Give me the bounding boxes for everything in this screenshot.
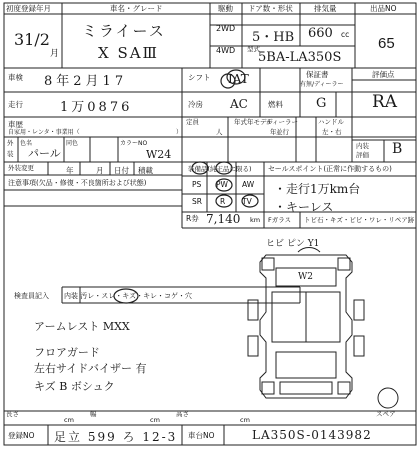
note-label: 注意事項(欠品・修復・不良箇所および状態) bbox=[8, 179, 147, 187]
year-model-label: 年式年モデル bbox=[234, 118, 273, 126]
drive-2wd: 2WD bbox=[216, 24, 236, 33]
height-unit: cm bbox=[240, 416, 250, 424]
sales-line-1: ・走行1万km台 bbox=[274, 182, 361, 196]
lot-no-value: 65 bbox=[378, 35, 395, 52]
drive-label: 駆動 bbox=[218, 4, 233, 13]
first-reg-value: 31/2 bbox=[14, 30, 50, 49]
reg-no-value: 足立 599 ろ 12-3 bbox=[54, 430, 178, 444]
interior-label: 内装 bbox=[356, 142, 369, 150]
history-close: ） bbox=[176, 129, 183, 136]
displacement-unit: cc bbox=[341, 30, 350, 39]
shift-label: シフト bbox=[188, 73, 211, 82]
door-value: 5・HB bbox=[252, 30, 295, 45]
note-line-3: 左右サイドバイザー 有 bbox=[34, 362, 147, 375]
shaken-label: 車検 bbox=[8, 73, 23, 82]
ext-sub: 装 bbox=[7, 150, 14, 158]
first-reg-label: 初度登録年月 bbox=[6, 4, 51, 13]
shaken-value: 8年2月17 bbox=[44, 74, 128, 89]
equip-sr: SR bbox=[192, 197, 202, 206]
inspector-label: 検査員記入 bbox=[14, 292, 49, 300]
spare-label: スペア bbox=[376, 410, 396, 418]
interior-score-value: B bbox=[392, 141, 403, 157]
height-label: 高さ bbox=[176, 410, 189, 418]
equip-label: 装備品(純正品に限る) bbox=[188, 165, 252, 173]
diagram-w2: W2 bbox=[298, 272, 313, 282]
shift-value: IAT bbox=[228, 72, 249, 86]
interior-sub: 評価 bbox=[356, 151, 369, 159]
r-ken-unit: km bbox=[250, 216, 261, 224]
width-unit: cm bbox=[150, 416, 160, 424]
color-label: 色名 bbox=[20, 140, 33, 147]
displacement-value: 660 bbox=[308, 26, 333, 41]
color-change-date: 日付 bbox=[114, 166, 129, 175]
aircon-value: AC bbox=[230, 97, 248, 111]
warranty-label: 保証書 bbox=[306, 70, 329, 79]
frame-no-value: LA350S-0143982 bbox=[252, 428, 372, 442]
model-code-value: 5BA-LA350S bbox=[258, 50, 342, 65]
score-value: RA bbox=[372, 92, 398, 112]
handle-label: ハンドル bbox=[318, 118, 344, 126]
equip-r: R bbox=[220, 197, 226, 206]
note-line-4: キズ B ボシュク bbox=[34, 380, 115, 393]
r-ken-value: 7,140 bbox=[206, 212, 241, 226]
equip-ps: PS bbox=[192, 180, 202, 189]
year-unit: 年 bbox=[270, 128, 277, 136]
capacity-label: 定員 bbox=[186, 118, 199, 126]
color-no-label: カラーNO bbox=[120, 140, 148, 147]
car-name-value: ミライース bbox=[82, 22, 166, 40]
same-color-label: 同色 bbox=[66, 140, 79, 147]
drive-4wd: 4WD bbox=[216, 46, 236, 55]
diagram-note: ヒビ ピン Y1 bbox=[266, 239, 320, 249]
color-change-repaint: 積載 bbox=[138, 166, 153, 175]
handle-sub: 左・右 bbox=[322, 128, 342, 136]
fuel-value: G bbox=[316, 96, 327, 111]
displacement-label: 排気量 bbox=[314, 4, 337, 13]
equip-pw: PW bbox=[216, 180, 228, 189]
fuel-label: 燃料 bbox=[268, 100, 283, 109]
dealer-label: ディーラー bbox=[266, 118, 298, 126]
r-ken-label: R券 bbox=[186, 214, 199, 223]
color-change-month: 月 bbox=[96, 166, 104, 175]
reg-no-label: 登録NO bbox=[8, 431, 35, 440]
sales-point-label: セールスポイント(正常に作動するもの) bbox=[268, 165, 392, 173]
width-label: 幅 bbox=[90, 410, 97, 418]
grade-value: X SAⅢ bbox=[98, 44, 160, 62]
ext-label: 外 bbox=[7, 139, 14, 147]
inspector-options: 内装 汚レ・スレ・キズ・キレ・コゲ・穴 bbox=[64, 292, 193, 300]
length-label: 長さ bbox=[6, 410, 19, 418]
warranty-sub: 有無/ディーラー bbox=[300, 81, 344, 88]
dealer-sub: 並行 bbox=[276, 128, 289, 136]
equip-tv: TV bbox=[242, 197, 252, 206]
note-line-2: フロアガード bbox=[34, 346, 100, 359]
sales-line-2: ・キーレス bbox=[274, 200, 334, 214]
aircon-label: 冷房 bbox=[188, 100, 203, 109]
color-change-year: 年 bbox=[66, 166, 74, 175]
equip-aw: AW bbox=[242, 180, 255, 189]
model-label: 型式 bbox=[247, 45, 260, 53]
defect-label: トビ石・キズ・ピビ・ワレ・リペア跡 bbox=[304, 216, 415, 224]
length-unit: cm bbox=[64, 416, 74, 424]
lot-label: 出品NO bbox=[370, 4, 397, 13]
run-label: 走行 bbox=[8, 100, 23, 109]
color-change-label: 外装変更 bbox=[8, 164, 34, 172]
score-label: 評価点 bbox=[372, 70, 395, 79]
door-label: ドア数・形状 bbox=[248, 4, 293, 13]
color-no-value: W24 bbox=[146, 148, 172, 161]
first-reg-unit: 月 bbox=[50, 49, 60, 59]
car-diagram bbox=[248, 248, 398, 409]
note-line-1: アームレスト MXX bbox=[34, 320, 130, 333]
history-label: 車歴 bbox=[8, 120, 23, 129]
frame-label: 車台NO bbox=[188, 431, 215, 440]
car-name-label: 車名・グレード bbox=[110, 4, 163, 13]
color-name-value: パール bbox=[28, 147, 61, 160]
history-sub: 自家用・レンタ・事業用（ bbox=[8, 129, 80, 136]
mileage-value: 1万0876 bbox=[60, 100, 133, 115]
glass-label: Fガラス bbox=[268, 216, 292, 224]
capacity-unit: 人 bbox=[216, 128, 223, 136]
